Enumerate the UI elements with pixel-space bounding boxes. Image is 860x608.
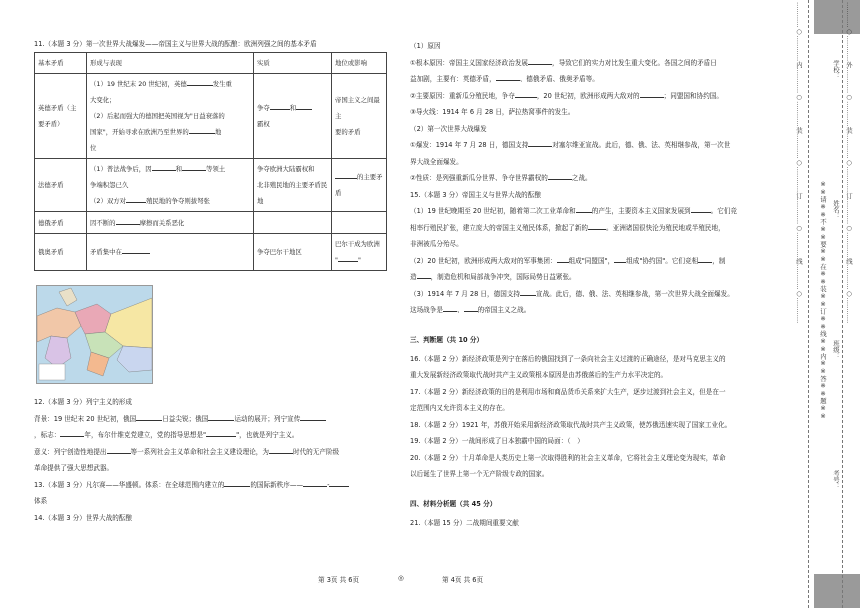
- answer-blank[interactable]: [640, 90, 664, 98]
- cell-name: 法德矛盾: [35, 159, 87, 212]
- text-line: （2）20 世纪初，欧洲形成两大敌对的军事集团： 组成"同盟国"， 组成"协约国"。它们竞相 ，制: [410, 256, 726, 265]
- answer-blank[interactable]: [528, 57, 552, 65]
- cell-essence: 争夺 和 霸权: [254, 74, 332, 159]
- section-judgement-title: 三、判断题（共 10 分）: [410, 335, 484, 344]
- class-label: 班级：: [832, 340, 840, 360]
- q13-line-end: 体系: [34, 497, 48, 505]
- cell-formation: （1）普法战争后，因 和 等领土 争端积怨已久 （2）双方对 殖民地的争夺则拔弩张: [87, 159, 254, 212]
- header-cell: 形成与表现: [87, 53, 254, 74]
- right-column: [410, 38, 772, 531]
- answer-blank[interactable]: [122, 246, 150, 254]
- answer-blank[interactable]: [588, 222, 606, 230]
- section-heading: （1）原因: [410, 42, 441, 50]
- answer-blank[interactable]: [528, 139, 552, 147]
- answer-blank[interactable]: [443, 304, 457, 312]
- q11-title: 11.（本题 3 分）第一次世界大战爆发——帝国主义与世界大战的酝酿：欧洲列强之间的基本矛盾: [34, 40, 317, 48]
- answer-blank[interactable]: [206, 429, 236, 437]
- text-line: 非洲被瓜分殆尽。: [410, 240, 463, 248]
- cell-formation: 矛盾集中在: [87, 234, 254, 271]
- cell-formation: （1）19 世纪末 20 世纪初，英德 发生重 大变化； （2）后起而强大的德国把英国视为"日益衰落的 国家"，开始寻求在欧洲乃至世界的 地 位: [87, 74, 254, 159]
- page-number-right: 第 4页 共 6页: [442, 576, 484, 584]
- answer-blank[interactable]: [116, 217, 140, 225]
- exam-number-label: 考号：: [832, 470, 840, 490]
- cell-impact: 的主要矛 盾: [332, 159, 387, 212]
- answer-blank[interactable]: [557, 255, 569, 263]
- inner-binding-text: …………○…………内…………○…………装…………○…………订…………○…………线…………○…………: [795, 2, 803, 324]
- q20-line: 以后诞生了世界上第一个无产阶级专政的国家。: [410, 470, 549, 478]
- text-line: 益加剧，主要有：英德矛盾， 、德俄矛盾、俄奥矛盾等。: [410, 75, 599, 83]
- answer-blank[interactable]: [182, 163, 206, 171]
- text-line: ②主要原因：重新瓜分殖民地，争夺 ，20 世纪初，欧洲形成两大敌对的 ；同盟国和协约国。: [410, 91, 723, 100]
- page-number-left: 第 3页 共 6页: [318, 576, 360, 584]
- answer-blank[interactable]: [152, 163, 176, 171]
- name-label: 姓名：: [832, 200, 840, 220]
- header-cell: 基本矛盾: [35, 53, 87, 74]
- answer-blank[interactable]: [614, 255, 626, 263]
- text-line: 界大战全面爆发。: [410, 157, 463, 166]
- answer-blank[interactable]: [136, 413, 162, 421]
- map-illustration: [37, 286, 152, 383]
- text-line: ③导火线：1914 年 6 月 28 日，萨拉热窝事件的发生。: [410, 108, 575, 116]
- text-line: ①爆发：1914 年 7 月 28 日，德国支持 对塞尔维亚宣战。此后，德、俄、法、英相继参战，第一次世: [410, 141, 731, 149]
- cell-name: 德俄矛盾: [35, 212, 87, 234]
- q12-line: 意义：列宁创造性地提出 等一系列社会主义革命和社会主义建设理论，为 时代的无产阶级: [34, 447, 340, 456]
- center-circle-icon: ◎: [398, 574, 404, 582]
- q15-title: 15.（本题 3 分）帝国主义与世界大战的酝酿: [410, 190, 541, 199]
- text-line: 相率行殖民扩张，建立庞大的帝国主义殖民体系，掀起了新的 。亚洲诸国很快沦为殖民地或半殖民地，: [410, 223, 725, 232]
- left-column: [34, 38, 386, 526]
- q14-title: 14.（本题 3 分）世界大战的酝酿: [34, 513, 132, 522]
- answer-blank[interactable]: [698, 255, 712, 263]
- answer-blank[interactable]: [338, 254, 358, 262]
- answer-blank[interactable]: [515, 90, 537, 98]
- outer-binding-text: …………○…………外…………○…………装…………○…………订…………○…………线…………○…………: [845, 2, 853, 324]
- answer-blank[interactable]: [60, 429, 84, 437]
- q18-line: 18.（本题 2 分）1921 年，苏俄开始采用新经济政策取代战时共产主义政策，使苏俄迅速实现了国家工业化。: [410, 420, 732, 429]
- answer-blank[interactable]: [496, 73, 520, 81]
- cell-impact: 帝国主义之间最主 要的矛盾: [332, 74, 387, 159]
- header-cell: 地位或影响: [332, 53, 387, 74]
- cell-essence: 争夺欧洲大陆霸权和 北非殖民地的主要矛盾民 地: [254, 159, 332, 212]
- answer-blank[interactable]: [187, 78, 213, 86]
- answer-blank[interactable]: [300, 413, 326, 421]
- answer-blank[interactable]: [107, 446, 131, 454]
- cell-name: 英德矛盾（主 要矛盾）: [35, 74, 87, 159]
- europe-map-image: [36, 285, 153, 384]
- answer-blank[interactable]: [464, 304, 478, 312]
- q13-line: 13.（本题 3 分）凡尔赛——华盛顿。体系：在全球范围内建立的 的国际新秩序—— -: [34, 477, 386, 494]
- answer-blank[interactable]: [329, 479, 349, 487]
- q16-line: 16.（本题 2 分）新经济政策是列宁在落后的俄国找到了一条向社会主义过渡的正确途径，是对马克思主义的: [410, 354, 726, 363]
- answer-blank[interactable]: [270, 102, 290, 110]
- answer-blank[interactable]: [548, 172, 572, 180]
- answer-blank[interactable]: [520, 288, 536, 296]
- q12-title: 12.（本题 3 分）列宁主义的形成: [34, 398, 132, 406]
- q21-line: 21.（本题 15 分）二战期间重要文献: [410, 518, 519, 527]
- section-heading: （2）第一次世界大战爆发: [410, 124, 487, 133]
- section-material-title: 四、材料分析题（共 45 分）: [410, 499, 497, 508]
- text-line: 造 ，制造危机和局部战争冲突，国际局势日益紧张。: [410, 273, 576, 281]
- header-cell: 实质: [254, 53, 332, 74]
- cell-formation: 因不断的 摩擦而关系恶化: [87, 212, 254, 234]
- q12-line: 背景：19 世纪末 20 世纪初，俄国 日益尖锐；俄国 运动的展开；列宁宣传: [34, 411, 386, 428]
- answer-blank[interactable]: [189, 126, 215, 134]
- answer-blank[interactable]: [303, 479, 327, 487]
- binding-margin: [790, 0, 860, 608]
- text-line: ②性质：是列强重新瓜分世界、争夺世界霸权的 之战。: [410, 174, 592, 182]
- text-line: （3）1914 年 7 月 28 日，德国支持 宣战。此后，德、俄、法、英相继参战，第一次世界大战全面爆发。: [410, 289, 734, 298]
- text-line: （1）19 世纪晚期至 20 世纪初，随着第二次工业革命和 的产生，主要资本主义国家发展到 。它们竞: [410, 207, 738, 215]
- answer-blank[interactable]: [576, 205, 592, 213]
- text-line: ①根本原因：帝国主义国家经济政治发展 ，导致它们的实力对比发生重大变化。各国之间的矛盾日: [410, 58, 717, 67]
- q17-line: 定范围内又允许资本主义的存在。: [410, 404, 509, 412]
- binding-notice: ※※请※※不※※要※※在※※装※※订※※线※※内※※答※※题※※: [819, 180, 827, 420]
- answer-blank[interactable]: [126, 195, 146, 203]
- q11-table: [34, 52, 387, 271]
- table-header-row: [35, 53, 387, 74]
- table-row-anglo-german: [35, 74, 387, 159]
- answer-blank[interactable]: [224, 479, 250, 487]
- answer-blank[interactable]: [269, 446, 293, 454]
- answer-blank[interactable]: [296, 102, 312, 110]
- table-row-german-russian: [35, 212, 387, 234]
- outer-dashed-line: [842, 0, 843, 608]
- q12-line: ，标志： 年，布尔什维克党建立，党的指导思想是" "，也就是列宁主义。: [34, 431, 299, 439]
- q20-line: 20.（本题 2 分）十月革命是人类历史上第一次取得胜利的社会主义革命，它将社会主义理论变为现实，革命: [410, 453, 726, 462]
- answer-blank[interactable]: [208, 413, 234, 421]
- school-label: 学校：: [832, 60, 840, 80]
- table-row-franco-german: [35, 159, 387, 212]
- q16-line: 重大发展新经济政策取代战时共产主义政策根本原因是由苏俄落后的生产力水平决定的。: [410, 371, 668, 379]
- q12-line: 革命提供了强大思想武器。: [34, 464, 114, 472]
- table-row-russian-austrian: [35, 234, 387, 271]
- text-line: 这场战争是 、 的帝国主义之战。: [410, 306, 531, 314]
- q19-line: 19.（本题 2 分）一战间形成了日本独霸中国的局面：（ ）: [410, 437, 584, 445]
- inner-dashed-line: [808, 0, 809, 608]
- cell-essence: 争夺巴尔干地区: [254, 234, 332, 271]
- answer-blank[interactable]: [417, 271, 431, 279]
- answer-blank[interactable]: [691, 205, 711, 213]
- cell-impact: 巴尔干成为欧洲 " ": [332, 234, 387, 271]
- cell-name: 俄奥矛盾: [35, 234, 87, 271]
- answer-blank[interactable]: [335, 171, 357, 179]
- q17-line: 17.（本题 2 分）新经济政策的目的是利用市场和商品货币关系来扩大生产，逐步过渡到社会主义，但是在一: [410, 387, 726, 396]
